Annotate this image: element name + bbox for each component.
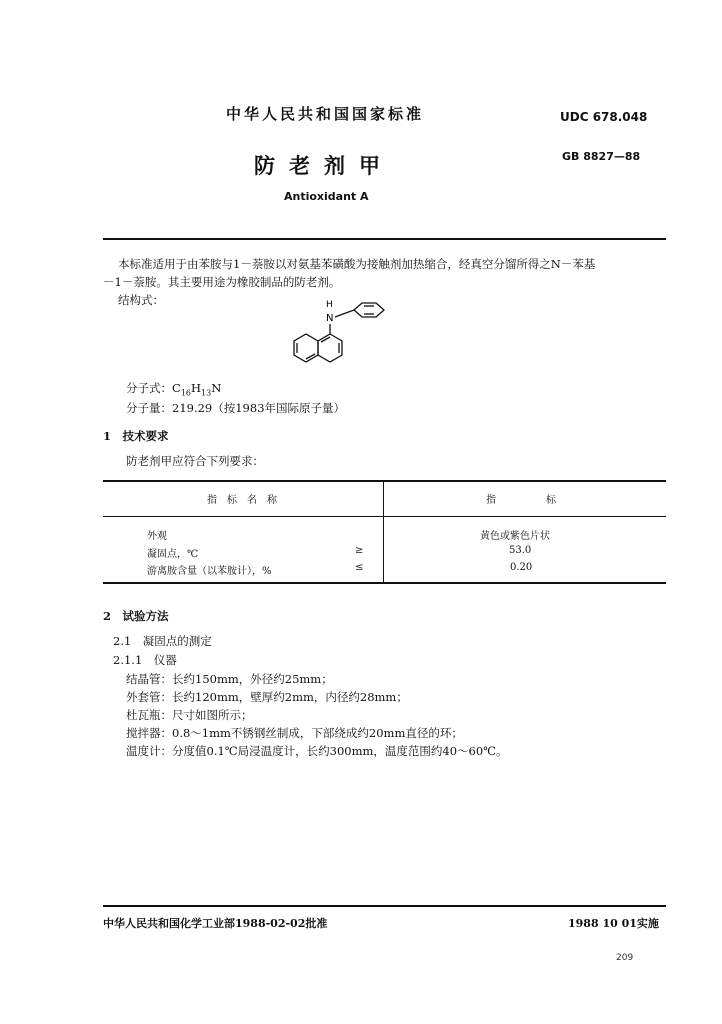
page-number: 209 <box>616 953 634 963</box>
subsection-2-1: 2.1 凝固点的测定 <box>113 634 212 648</box>
standard-title: 中华人民共和国国家标准 <box>226 105 425 123</box>
list-item: 杜瓦瓶：尺寸如图所示； <box>126 708 253 722</box>
table-row-name: 外观 <box>147 531 167 542</box>
approval-line: 中华人民共和国化学工业部1988-02-02批准 <box>103 917 328 930</box>
header-rule <box>103 238 666 240</box>
list-item: 结晶管：长约150mm，外径约25mm； <box>126 672 333 686</box>
table-header-value: 指 标 <box>486 495 556 506</box>
structure-atom-h: H <box>326 300 333 310</box>
document-title: 防老剂甲 <box>254 153 394 178</box>
table-row-value: 黄色或紫色片状 <box>480 531 550 542</box>
table-row-name: 凝固点，℃ <box>147 549 199 560</box>
structure-label: 结构式： <box>118 293 164 307</box>
molecular-mass: 分子量：219.29（按1983年国际原子量） <box>126 401 346 415</box>
subsection-2-1-1: 2.1.1 仪器 <box>113 653 177 667</box>
table-column-divider <box>383 481 384 582</box>
table-row-operator: ≥ <box>355 545 364 556</box>
intro-paragraph-line-1: 本标准适用于由苯胺与1－萘胺以对氨基苯磺酸为接触剂加热缩合，经真空分馏所得之N－苯基 <box>118 257 596 271</box>
table-row-value: 53.0 <box>509 545 532 556</box>
section-1-lead: 防老剂甲应符合下列要求： <box>126 454 264 468</box>
table-bottom-rule <box>103 582 666 584</box>
table-header-rule <box>103 516 666 517</box>
gb-number: GB 8827—88 <box>562 150 641 163</box>
table-row-value: 0.20 <box>510 562 533 573</box>
intro-paragraph-line-2: －1－萘胺。其主要用途为橡胶制品的防老剂。 <box>103 275 341 289</box>
structure-atom-n: N <box>326 313 334 324</box>
table-top-rule <box>103 480 666 482</box>
effective-date: 1988 10 01实施 <box>568 917 659 930</box>
udc-code: UDC 678.048 <box>560 110 648 124</box>
section-2-heading: 2 试验方法 <box>103 609 169 623</box>
section-1-heading: 1 技术要求 <box>103 429 169 443</box>
list-item: 外套管：长约120mm，壁厚约2mm，内径约28mm； <box>126 690 408 704</box>
footer-rule <box>103 905 666 907</box>
list-item: 搅拌器：0.8～1mm不锈钢丝制成，下部绕成约20mm直径的环； <box>126 726 463 740</box>
table-row-operator: ≤ <box>355 562 364 573</box>
english-title: Antioxidant A <box>284 190 369 203</box>
molecular-formula: 分子式：$C_{16}H_{13}N$ <box>126 381 222 398</box>
table-row-name: 游离胺含量（以苯胺计），% <box>147 566 272 577</box>
table-header-name: 指 标 名 称 <box>207 495 277 506</box>
structural-formula <box>284 296 404 382</box>
list-item: 温度计：分度值0.1℃局浸温度计，长约300mm，温度范围约40～60℃。 <box>126 744 508 758</box>
